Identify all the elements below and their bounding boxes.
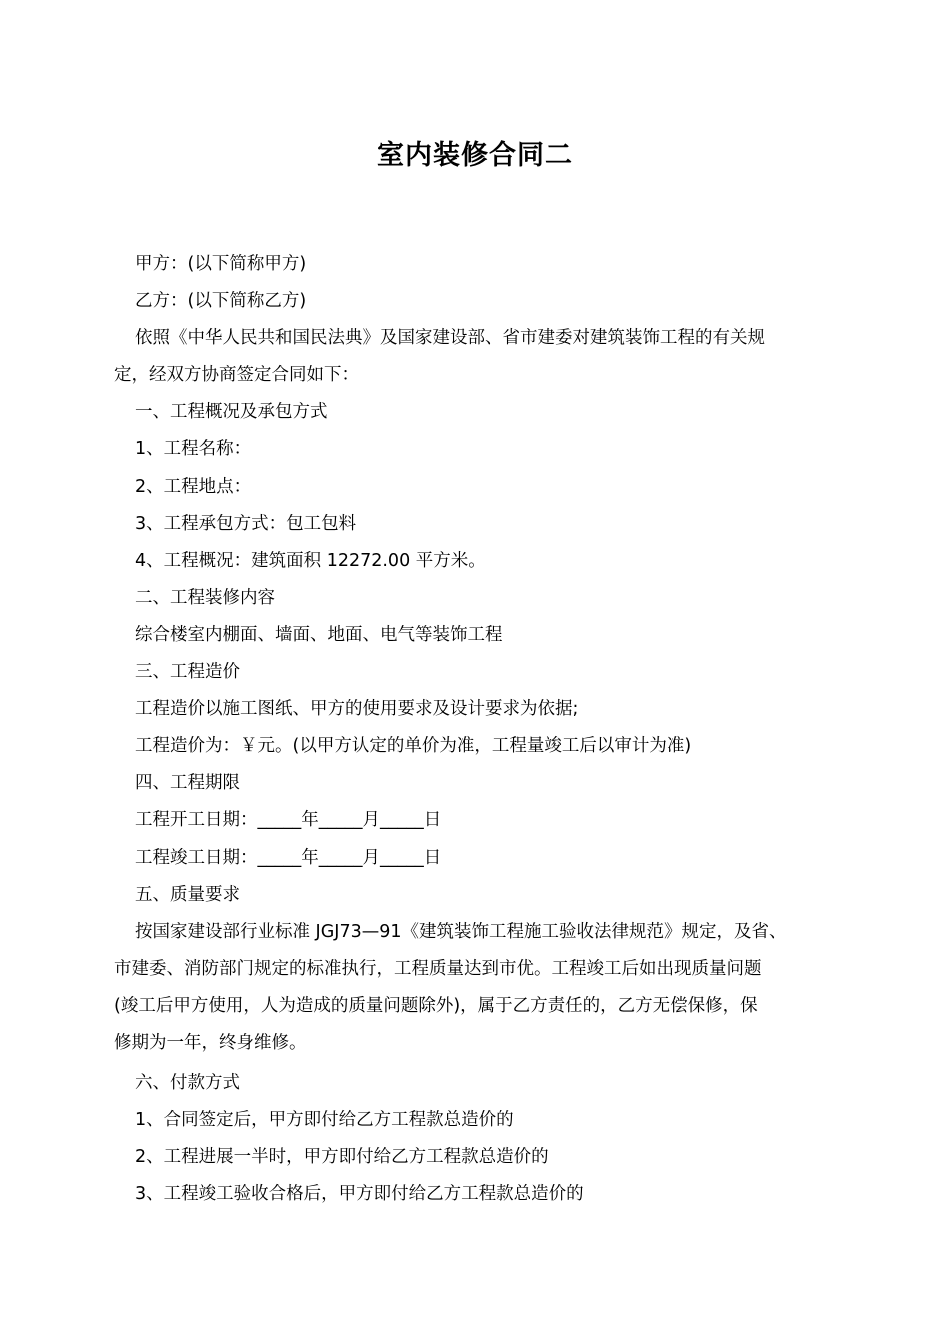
section-heading-3: 三、工程造价 [135,662,240,683]
project-name-line: 1、工程名称： [135,439,252,460]
contract-method-line: 3、工程承包方式：包工包料 [135,513,357,534]
quality-line-2: 市建委、消防部门规定的标准执行，工程质量达到市优。工程竣工后如出现质量问题 [114,958,762,979]
preamble-line-2: 定，经双方协商签定合同如下： [114,365,359,386]
section-heading-6: 六、付款方式 [135,1073,240,1094]
start-date-line: 工程开工日期：_____年_____月_____日 [135,810,442,831]
payment-line-3: 3、工程竣工验收合格后，甲方即付给乙方工程款总造价的 [135,1184,584,1205]
cost-basis-line: 工程造价以施工图纸、甲方的使用要求及设计要求为依据; [135,699,579,720]
quality-line-4: 修期为一年，终身维修。 [114,1032,307,1053]
contract-body [114,246,854,1213]
quality-line-3: (竣工后甲方使用，人为造成的质量问题除外)，属于乙方责任的，乙方无偿保修，保 [114,995,758,1016]
section-heading-1: 一、工程概况及承包方式 [135,402,328,423]
document-title: 室内装修合同二 [377,140,573,171]
cost-amount-line: 工程造价为：￥元。(以甲方认定的单价为准，工程量竣工后以审计为准) [135,736,692,757]
section-heading-5: 五、质量要求 [135,884,240,905]
party-b-line: 乙方：(以下简称乙方) [135,291,307,312]
project-location-line: 2、工程地点： [135,476,252,497]
section-heading-2: 二、工程装修内容 [135,587,275,608]
payment-line-1: 1、合同签定后，甲方即付给乙方工程款总造价的 [135,1110,514,1131]
preamble-line-1: 依照《中华人民共和国民法典》及国家建设部、省市建委对建筑装饰工程的有关规 [135,328,765,349]
party-a-line: 甲方：(以下简称甲方) [135,254,307,274]
decoration-content-line: 综合楼室内棚面、墙面、地面、电气等装饰工程 [135,624,503,645]
project-overview-line: 4、工程概况：建筑面积 12272.00 平方米。 [135,550,486,571]
payment-line-2: 2、工程进展一半时，甲方即付给乙方工程款总造价的 [135,1147,549,1168]
completion-date-line: 工程竣工日期：_____年_____月_____日 [135,847,442,868]
section-heading-4: 四、工程期限 [135,773,240,794]
quality-line-1: 按国家建设部行业标准 JGJ73—91《建筑装饰工程施工验收法律规范》规定，及省、 [135,921,787,942]
